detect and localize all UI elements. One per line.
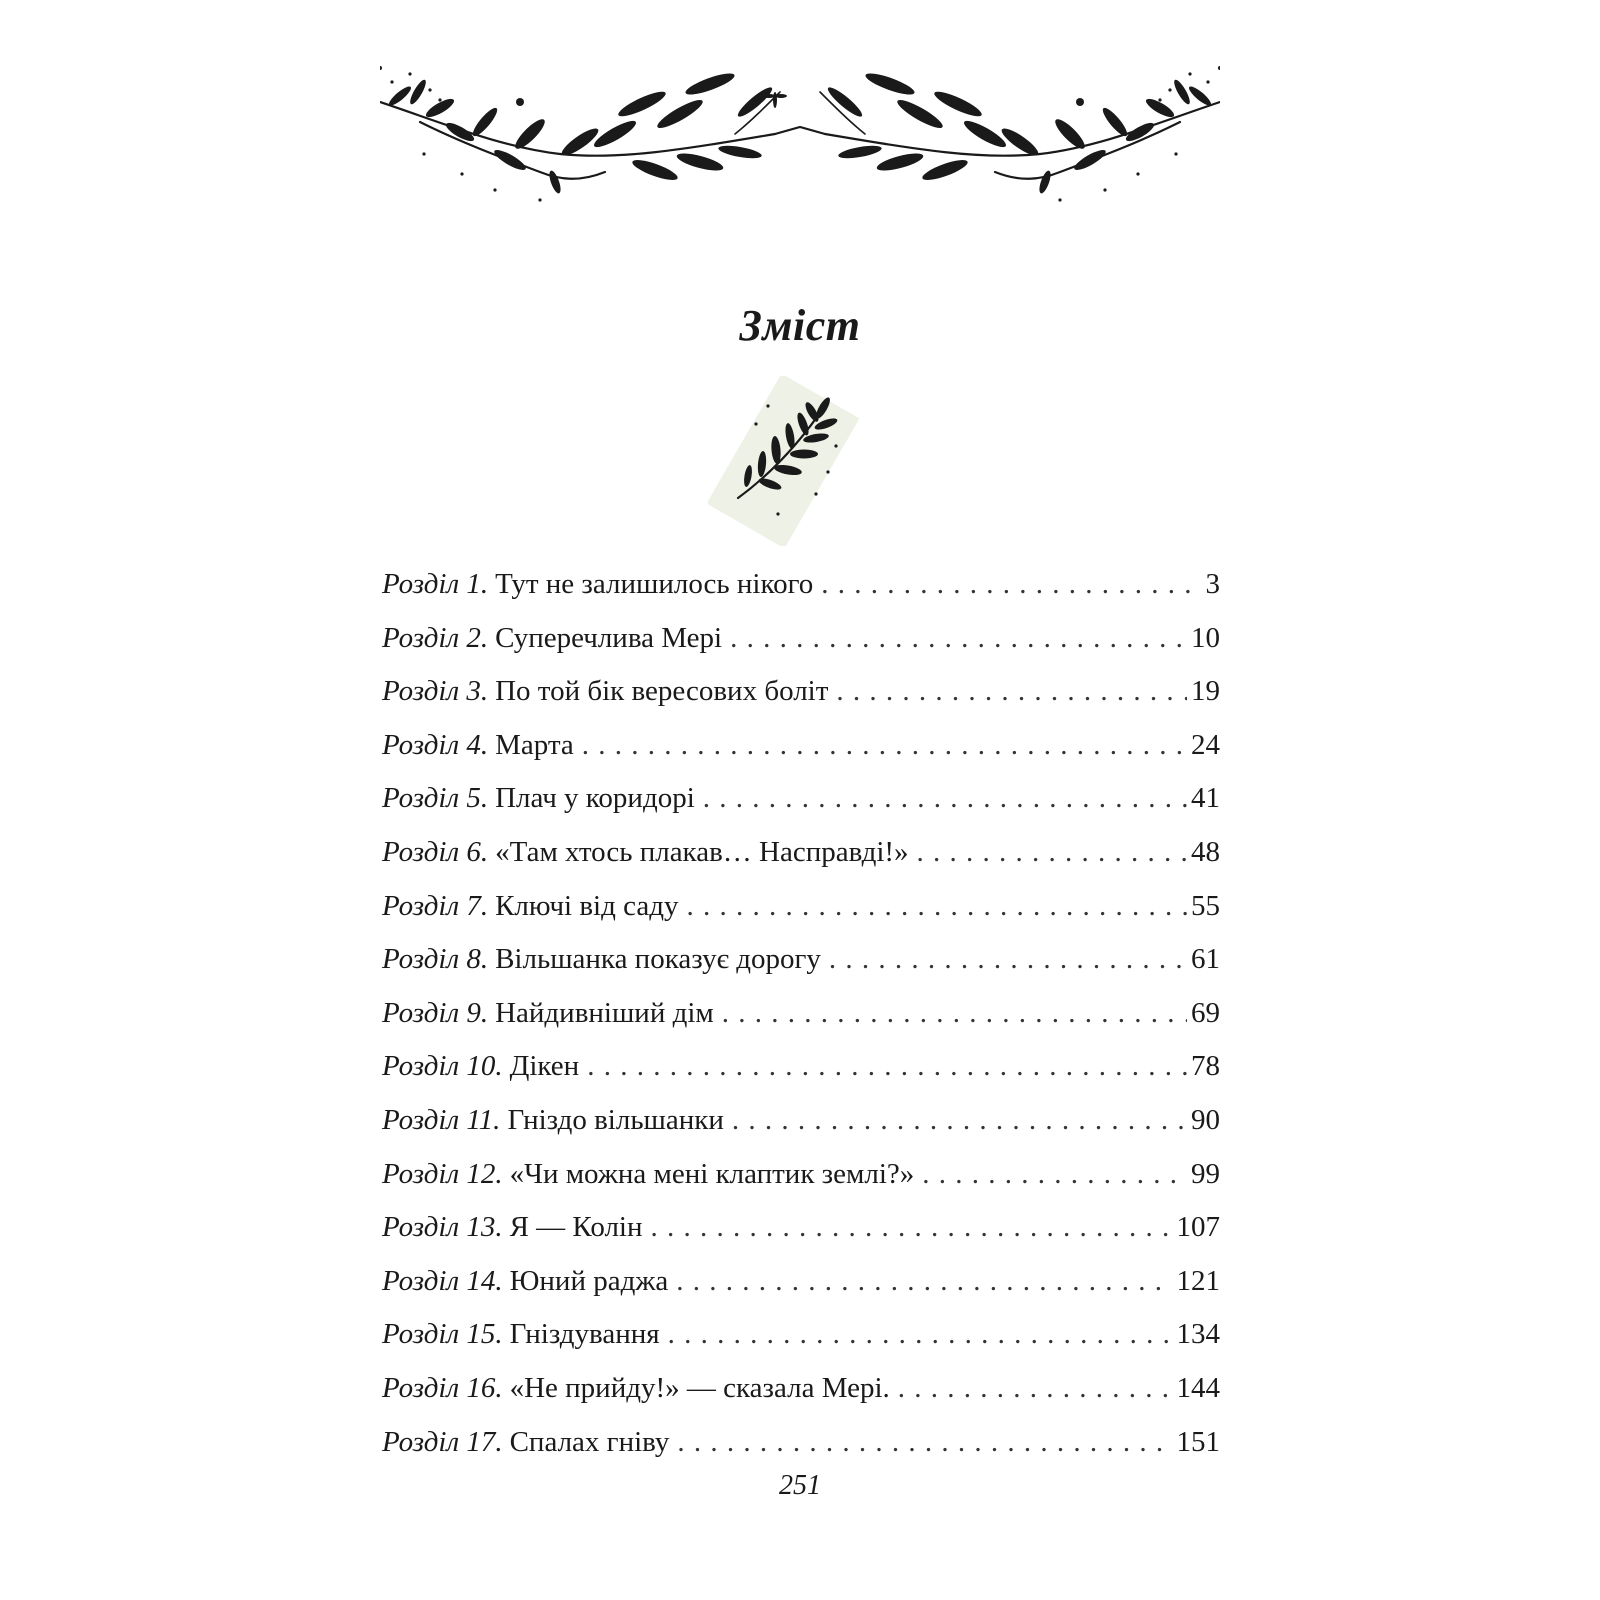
toc-page-number: 144 — [1176, 1371, 1220, 1404]
toc-page-number: 107 — [1176, 1211, 1220, 1244]
toc-page-number: 10 — [1191, 621, 1220, 654]
toc-page-number: 24 — [1191, 728, 1220, 761]
toc-entry[interactable] — [382, 941, 1220, 995]
toc-chapter-label: Розділ 13. — [382, 1211, 503, 1244]
toc-dot-leader — [922, 1156, 1187, 1192]
toc-chapter-title: Юний раджа — [509, 1264, 669, 1297]
toc-dot-leader — [677, 1424, 1172, 1460]
toc-page-number: 78 — [1191, 1050, 1220, 1083]
toc-chapter-label: Розділ 12. — [382, 1157, 503, 1190]
toc-chapter-title: Дікен — [509, 1050, 580, 1083]
toc-entry[interactable] — [382, 888, 1220, 942]
toc-entry[interactable] — [382, 780, 1220, 834]
toc-dot-leader — [686, 888, 1187, 924]
page-number: 251 — [779, 1470, 821, 1501]
toc-dot-leader — [821, 566, 1201, 602]
toc-page-number: 69 — [1191, 996, 1220, 1029]
toc-chapter-label: Розділ 5. — [382, 782, 489, 815]
table-of-contents — [382, 566, 1220, 1477]
toc-entry[interactable] — [382, 1316, 1220, 1370]
toc-page-number: 3 — [1205, 568, 1220, 600]
toc-dot-leader — [582, 727, 1187, 763]
toc-chapter-title: Гніздо вільшанки — [507, 1103, 724, 1136]
toc-chapter-title: «Чи можна мені клаптик землі?» — [509, 1157, 915, 1190]
toc-dot-leader — [898, 1370, 1173, 1406]
toc-dot-leader — [836, 673, 1187, 709]
toc-chapter-label: Розділ 8. — [382, 943, 489, 976]
toc-entry[interactable] — [382, 1156, 1220, 1210]
toc-page-number: 61 — [1191, 943, 1220, 976]
toc-entry[interactable] — [382, 1048, 1220, 1102]
toc-chapter-title: Вільшанка показує дорогу — [495, 943, 821, 976]
toc-dot-leader — [917, 834, 1187, 870]
toc-page-number: 48 — [1191, 835, 1220, 868]
toc-dot-leader — [668, 1316, 1173, 1352]
toc-dot-leader — [829, 941, 1187, 977]
toc-chapter-label: Розділ 4. — [382, 728, 489, 761]
toc-chapter-label: Розділ 6. — [382, 835, 489, 868]
toc-dot-leader — [676, 1263, 1172, 1299]
toc-chapter-title: Гніздування — [509, 1318, 660, 1351]
toc-entry[interactable] — [382, 1263, 1220, 1317]
toc-entry[interactable] — [382, 673, 1220, 727]
toc-dot-leader — [703, 780, 1187, 816]
toc-page-number: 151 — [1176, 1425, 1220, 1458]
leaf-sprig-icon — [708, 376, 878, 546]
toc-chapter-title: Спалах гніву — [509, 1425, 670, 1458]
page-title: Зміст — [739, 301, 861, 350]
toc-chapter-label: Розділ 15. — [382, 1318, 503, 1351]
toc-entry[interactable] — [382, 995, 1220, 1049]
toc-entry[interactable] — [382, 1102, 1220, 1156]
toc-chapter-label: Розділ 2. — [382, 621, 489, 654]
toc-chapter-label: Розділ 17. — [382, 1425, 503, 1458]
toc-page-number: 19 — [1191, 675, 1220, 708]
toc-entry[interactable] — [382, 620, 1220, 674]
toc-entry[interactable] — [382, 1209, 1220, 1263]
toc-chapter-label: Розділ 10. — [382, 1050, 503, 1083]
toc-entry[interactable] — [382, 834, 1220, 888]
toc-chapter-title: Марта — [495, 728, 574, 761]
toc-chapter-title: Тут не залишилось нікого — [495, 568, 814, 600]
toc-dot-leader — [587, 1048, 1187, 1084]
vine-garland-icon — [380, 62, 1220, 212]
toc-chapter-label: Розділ 1. — [382, 568, 489, 600]
toc-chapter-title: Суперечлива Мері — [495, 621, 723, 654]
toc-chapter-label: Розділ 3. — [382, 675, 489, 708]
toc-entry[interactable] — [382, 1370, 1220, 1424]
toc-chapter-label: Розділ 7. — [382, 889, 489, 922]
toc-dot-leader — [651, 1209, 1173, 1245]
toc-chapter-title: Я — Колін — [509, 1211, 643, 1244]
toc-page-number: 99 — [1191, 1157, 1220, 1190]
toc-chapter-title: По той бік вересових боліт — [495, 675, 829, 708]
toc-dot-leader — [732, 1102, 1187, 1138]
toc-chapter-label: Розділ 11. — [382, 1103, 501, 1136]
toc-chapter-label: Розділ 9. — [382, 996, 489, 1029]
toc-chapter-title: «Там хтось плакав… Насправді!» — [495, 835, 909, 868]
toc-page-number: 41 — [1191, 782, 1220, 815]
toc-chapter-label: Розділ 16. — [382, 1371, 503, 1404]
toc-entry[interactable] — [382, 566, 1220, 620]
toc-page-number: 121 — [1176, 1264, 1220, 1297]
toc-chapter-title: «Не прийду!» — сказала Мері. — [509, 1371, 890, 1404]
toc-dot-leader — [730, 620, 1187, 656]
toc-chapter-title: Ключі від саду — [495, 889, 679, 922]
toc-page-number: 90 — [1191, 1103, 1220, 1136]
toc-dot-leader — [722, 995, 1187, 1031]
toc-page-number: 134 — [1176, 1318, 1220, 1351]
toc-chapter-title: Найдивніший дім — [495, 996, 714, 1029]
toc-chapter-label: Розділ 14. — [382, 1264, 503, 1297]
toc-chapter-title: Плач у коридорі — [495, 782, 695, 815]
toc-page-number: 55 — [1191, 889, 1220, 922]
toc-entry[interactable] — [382, 727, 1220, 781]
